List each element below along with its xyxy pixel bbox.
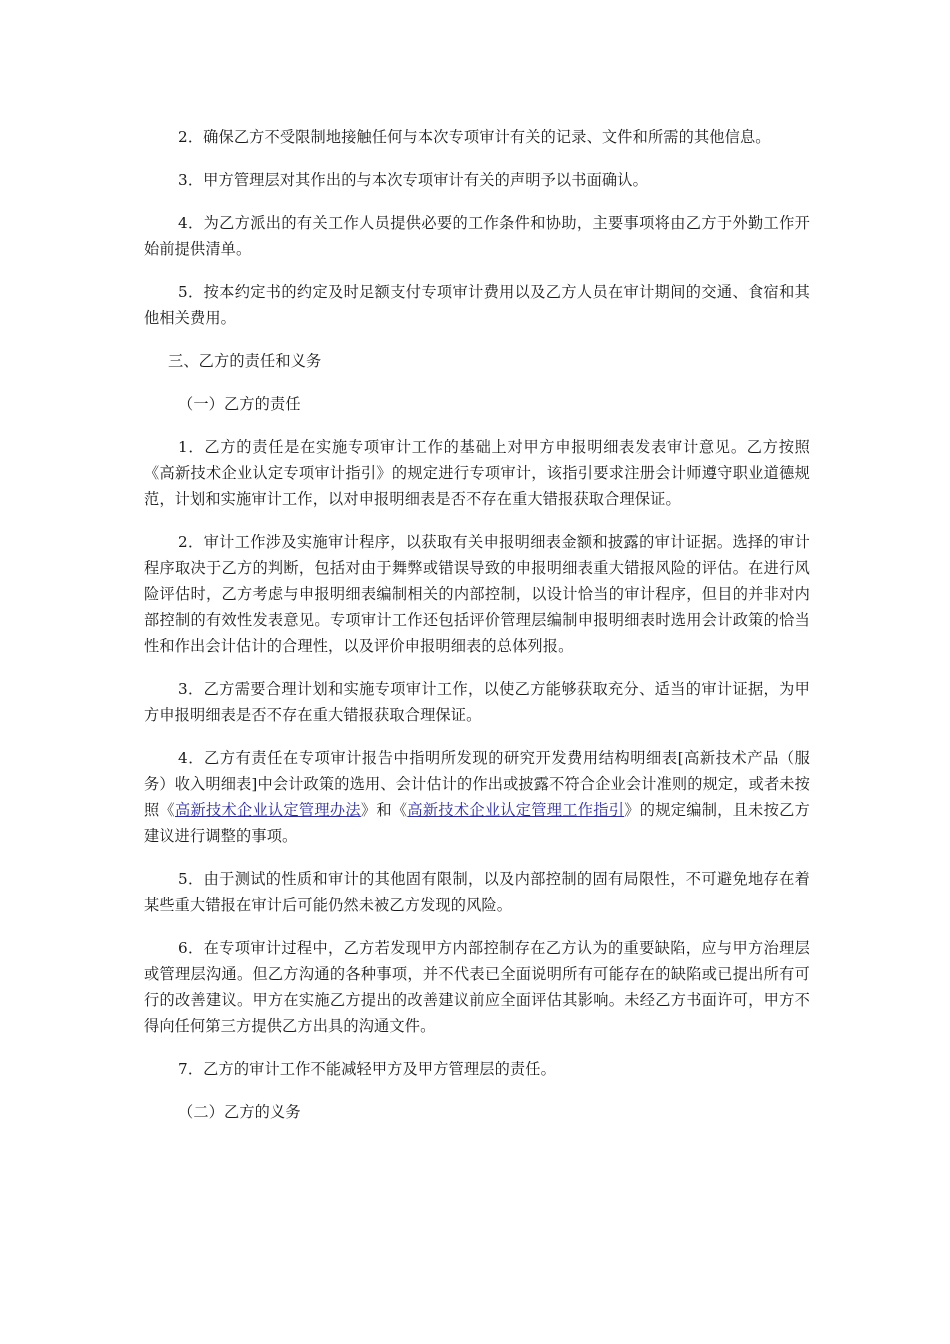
paragraph-client-item-5: 5．按本约定书的约定及时足额支付专项审计费用以及乙方人员在审计期间的交通、食宿和其他相关费用。 bbox=[144, 283, 810, 327]
paragraph-responsibility-2: 2．审计工作涉及实施审计程序，以获取有关申报明细表金额和披露的审计证据。选择的审计程序取决于乙方的判断，包括对由于舞弊或错误导致的申报明细表重大错报风险的评估。在进行风险评估时，乙方考虑与申报明细表编制相关的内部控制，以设计恰当的审计程序，但目的并非对内部控制的有效性发表意见。专项审计工作还包括评价管理层编制申报明细表时选用会计政策的恰当性和作出会计估计的合理性，以及评价申报明细表的总体列报。 bbox=[144, 533, 810, 655]
paragraph-responsibility-5: 5．由于测试的性质和审计的其他固有限制，以及内部控制的固有局限性，不可避免地存在着某些重大错报在审计后可能仍然未被乙方发现的风险。 bbox=[144, 870, 810, 914]
paragraph-text-segment: 4．乙方有责任在专项审计报告中指明所发现的研究开发费用结构明细表[高新技术产品（服务）收入明细表]中会计政策的选用、会计估计的作出或披露不符合企业会计准则的规定，或者未按照《 bbox=[144, 749, 810, 819]
paragraph-client-item-2: 2．确保乙方不受限制地接触任何与本次专项审计有关的记录、文件和所需的其他信息。 bbox=[178, 128, 771, 146]
paragraph-text-segment: 》和《 bbox=[360, 801, 408, 819]
paragraph-responsibility-6: 6．在专项审计过程中，乙方若发现甲方内部控制存在乙方认为的重要缺陷，应与甲方治理层或管理层沟通。但乙方沟通的各种事项，并不代表已全面说明所有可能存在的缺陷或已提出所有可行的改善建议。甲方在实施乙方提出的改善建议前应全面评估其影响。未经乙方书面许可，甲方不得向任何第三方提供乙方出具的沟通文件。 bbox=[144, 939, 810, 1035]
paragraph-responsibility-3: 3．乙方需要合理计划和实施专项审计工作，以使乙方能够获取充分、适当的审计证据，为甲方申报明细表是否不存在重大错报获取合理保证。 bbox=[144, 680, 810, 724]
paragraph-text-segment: 》的规定编制，且未按乙方建议进行调整的事项。 bbox=[144, 801, 810, 845]
subsection-heading-obligations: （二）乙方的义务 bbox=[178, 1103, 301, 1121]
link-recognition-measures[interactable]: 高新技术企业认定管理办法 bbox=[174, 801, 361, 819]
paragraph-responsibility-1: 1．乙方的责任是在实施专项审计工作的基础上对甲方申报明细表发表审计意见。乙方按照《高新技术企业认定专项审计指引》的规定进行专项审计，该指引要求注册会计师遵守职业道德规范，计划和实施审计工作，以对申报明细表是否不存在重大错报获取合理保证。 bbox=[144, 438, 810, 508]
paragraph-responsibility-4 bbox=[144, 745, 810, 849]
paragraph-client-item-3: 3．甲方管理层对其作出的与本次专项审计有关的声明予以书面确认。 bbox=[178, 171, 648, 189]
link-recognition-guidelines[interactable]: 高新技术企业认定管理工作指引 bbox=[407, 801, 625, 819]
paragraph-client-item-4: 4．为乙方派出的有关工作人员提供必要的工作条件和协助，主要事项将由乙方于外勤工作开始前提供清单。 bbox=[144, 214, 810, 258]
document-page bbox=[144, 124, 810, 1142]
paragraph-responsibility-7: 7．乙方的审计工作不能减轻甲方及甲方管理层的责任。 bbox=[178, 1060, 556, 1078]
subsection-heading-responsibilities: （一）乙方的责任 bbox=[178, 395, 301, 413]
section-heading-3: 三、乙方的责任和义务 bbox=[168, 352, 322, 370]
